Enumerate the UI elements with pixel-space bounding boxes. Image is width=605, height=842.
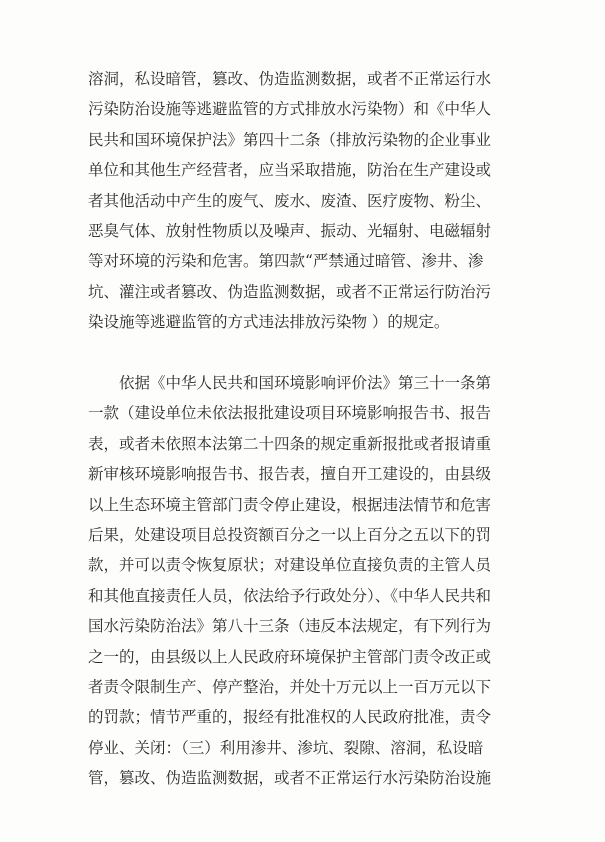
text-line: 和其他直接责任人员，依法给予行政处分）、《中华人民共和 — [88, 586, 492, 605]
text-line: 依据《中华人民共和国环境影响评价法》第三十一条第 — [88, 374, 492, 392]
text-line: 溶洞，私设暗管，篡改、伪造监测数据，或者不正常运行水 — [88, 70, 492, 88]
text-line: 停业、关闭：（三）利用渗井、渗坑、裂隙、溶洞，私设暗 — [88, 738, 484, 757]
text-line: 等对环境的污染和危害。第四款“严禁通过暗管、渗井、渗 — [88, 252, 484, 271]
text-line: 民共和国环境保护法》第四十二条（排放污染物的企业事业 — [88, 130, 492, 149]
text-line: 坑、灌注或者篡改、伪造监测数据，或者不正常运行防治污 — [88, 282, 492, 301]
text-line: 国水污染防治法》第八十三条（违反本法规定，有下列行为 — [88, 617, 492, 636]
text-line: 者其他活动中产生的废气、废水、废渣、医疗废物、粉尘、 — [88, 191, 492, 210]
text-line: 后果，处建设项目总投资额百分之一以上百分之五以下的罚 — [88, 525, 492, 544]
paragraph-1 — [88, 64, 520, 338]
text-line: 款，并可以责令恢复原状；对建设单位直接负责的主管人员 — [88, 556, 492, 575]
text-line: 污染防治设施等逃避监管的方式排放水污染物）和《中华人 — [88, 100, 492, 119]
text-line: 单位和其他生产经营者，应当采取措施，防治在生产建设或 — [88, 161, 492, 180]
text-line: 染设施等逃避监管的方式违法排放污染物 ）的规定。 — [88, 313, 450, 332]
text-line: 一款（建设单位未依法报批建设项目环境影响报告书、报告 — [88, 404, 492, 423]
text-line: 以上生态环境主管部门责令停止建设，根据违法情节和危害 — [88, 495, 492, 514]
paragraph-2 — [88, 368, 520, 793]
text-line: 新审核环境影响报告书、报告表，擅自开工建设的，由县级 — [88, 465, 492, 484]
text-line: 者责令限制生产、停产整治，并处十万元以上一百万元以下 — [88, 677, 492, 696]
text-line: 表，或者未依照本法第二十四条的规定重新报批或者报请重 — [88, 434, 492, 453]
text-line: 管，篡改、伪造监测数据，或者不正常运行水污染防治设施 — [88, 769, 492, 788]
text-line: 恶臭气体、放射性物质以及噪声、振动、光辐射、电磁辐射 — [88, 221, 492, 240]
text-line: 之一的，由县级以上人民政府环境保护主管部门责令改正或 — [88, 647, 492, 666]
text-line: 的罚款；情节严重的，报经有批准权的人民政府批准，责令 — [88, 708, 492, 727]
